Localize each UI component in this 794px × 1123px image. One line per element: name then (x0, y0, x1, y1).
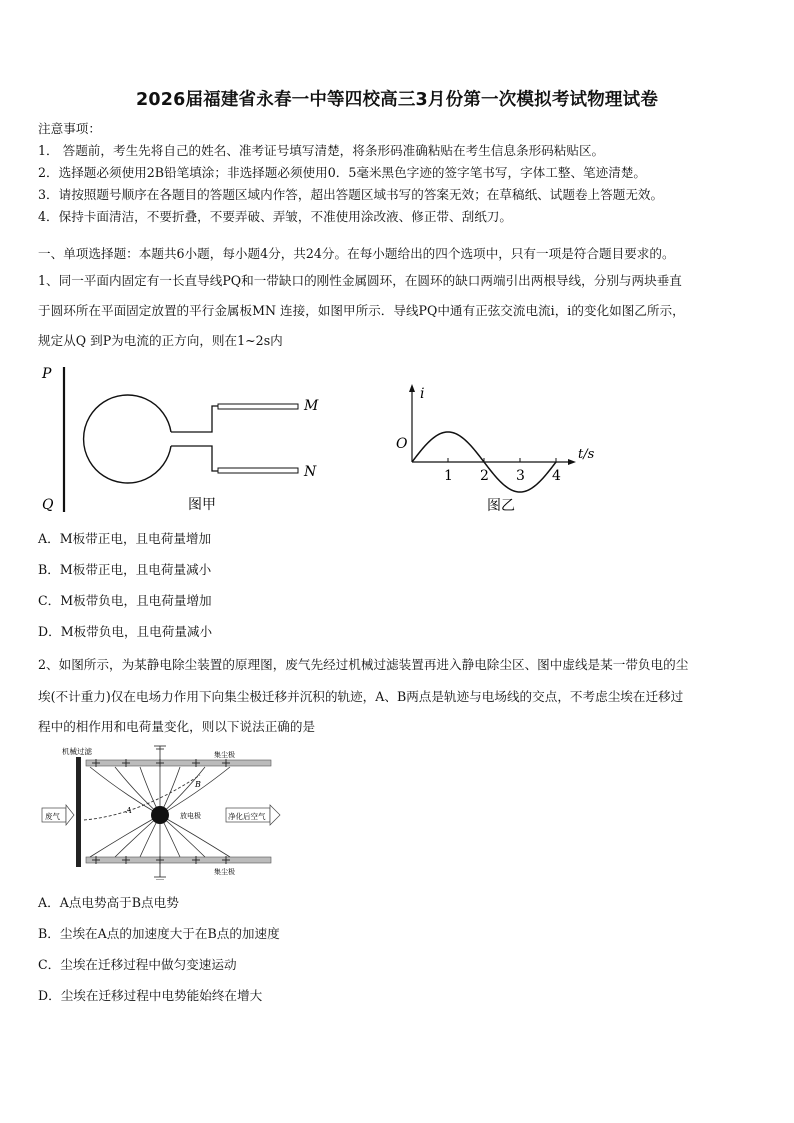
tick-label: 1 (444, 468, 453, 484)
caption-jia: 图甲 (188, 497, 216, 513)
label-i: i (420, 386, 425, 402)
caption-yi: 图乙 (487, 498, 515, 514)
collector-bottom-label: 集尘极 (214, 868, 235, 876)
option-d[interactable]: D．M板带负电，且电荷量减小 (38, 624, 213, 639)
question-1-text: 于圆环所在平面固定放置的平行金属板MN 连接，如图甲所示．导线PQ中通有正弦交流电流i，i的变化如图乙所示， (38, 303, 685, 318)
option-c[interactable]: C．M板带负电，且电荷量增加 (38, 593, 212, 608)
lead-upper (171, 406, 298, 432)
option-b[interactable]: B．M板带正电，且电荷量减小 (38, 562, 212, 577)
mechanical-filter (76, 757, 81, 867)
label-t: t/s (578, 447, 595, 462)
notice-item: 1． 答题前，考生先将自己的姓名、准考证号填写清楚，将条形码准确粘贴在考生信息条形码粘贴区。 (38, 143, 605, 158)
option-d[interactable]: D．尘埃在迁移过程中电势能始终在增大 (38, 988, 263, 1003)
notice-heading: 注意事项： (38, 121, 101, 136)
discharge-electrode (151, 806, 169, 824)
notice-item: 4．保持卡面清洁，不要折叠，不要弄破、弄皱，不准使用涂改液、修正带、刮纸刀。 (38, 209, 512, 224)
tick-label: 3 (516, 468, 525, 484)
collector-top-label: 集尘极 (214, 751, 235, 759)
tick-label: 4 (552, 468, 561, 484)
electrode-label: 放电极 (180, 812, 201, 820)
notice-item: 2．选择题必须使用2B铅笔填涂；非选择题必须使用0．5毫米黑色字迹的签字笔书写，字体工整、笔迹清楚。 (38, 165, 647, 180)
collector-plate-top (86, 760, 271, 766)
notice-item: 3．请按照题号顺序在各题目的答题区域内作答，超出答题区域书写的答案无效；在草稿纸、试题卷上答题无效。 (38, 187, 664, 202)
inlet-label: 废气 (45, 812, 60, 821)
label-p: P (42, 366, 52, 382)
lead-lower (171, 446, 298, 471)
point-b-label: B (195, 780, 201, 789)
question-2-text: 埃(不计重力)仅在电场力作用下向集尘极迁移并沉积的轨迹，A、B两点是轨迹与电场线的交点，不考虑尘埃在迁移过 (38, 689, 684, 704)
question-1-text: 规定从Q 到P为电流的正方向，则在1~2s内 (38, 333, 283, 348)
label-q: Q (42, 497, 54, 513)
question-1-text: 1、同一平面内固定有一长直导线PQ和一带缺口的刚性金属圆环，在圆环的缺口两端引出两根导线，分别与两块垂直 (38, 273, 682, 288)
collector-plate-bottom (86, 857, 271, 863)
question-2-text: 2、如图所示，为某静电除尘装置的原理图，废气先经过机械过滤装置再进入静电除尘区、图中虚线是某一带负电的尘 (38, 657, 689, 672)
page-title: 2026届福建省永春一中等四校高三3月份第一次模拟考试物理试卷 (135, 90, 659, 110)
outlet-label: 净化后空气 (228, 812, 266, 821)
option-a[interactable]: A．A点电势高于B点电势 (38, 895, 179, 910)
option-c[interactable]: C．尘埃在迁移过程中做匀变速运动 (38, 957, 237, 972)
option-a[interactable]: A．M板带正电，且电荷量增加 (38, 531, 212, 546)
plate-m (218, 404, 298, 409)
option-b[interactable]: B．尘埃在A点的加速度大于在B点的加速度 (38, 926, 280, 941)
filter-label: 机械过滤 (62, 747, 92, 756)
point-a-label: A (126, 806, 132, 815)
figure-jia (38, 362, 338, 517)
metal-ring (84, 395, 171, 483)
plate-n (218, 468, 298, 473)
question-2-text: 程中的相作用和电荷量变化，则以下说法正确的是 (38, 719, 316, 734)
section-heading: 一、单项选择题：本题共6小题，每小题4分，共24分。在每小题给出的四个选项中，只有一项是符合题目要求的。 (38, 246, 675, 261)
label-m: M (304, 398, 319, 414)
label-origin: O (396, 436, 408, 452)
figure-yi (390, 380, 620, 520)
tick-label: 2 (480, 468, 489, 484)
label-n: N (304, 464, 317, 480)
precipitator-figure (40, 745, 290, 880)
